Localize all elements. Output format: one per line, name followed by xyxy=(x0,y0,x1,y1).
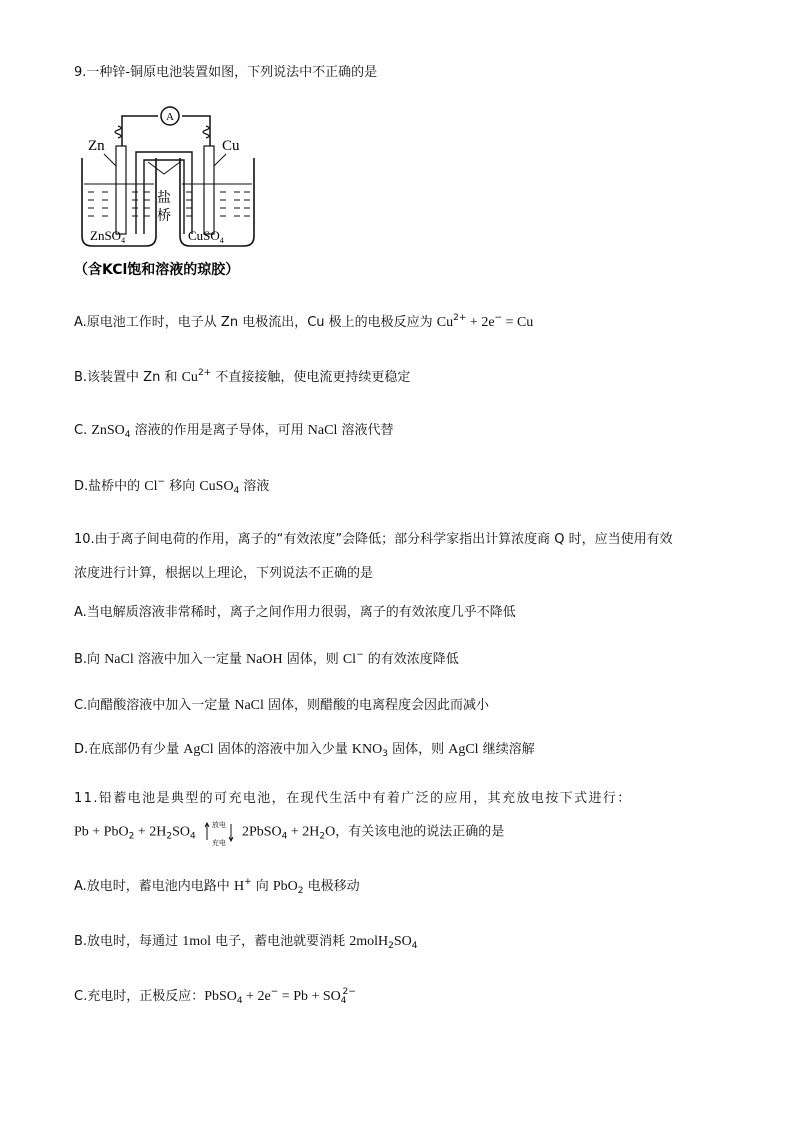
q9-option-b[interactable] xyxy=(74,369,410,387)
q11-b-sub1: 2 xyxy=(388,941,394,951)
q11-eq-sub3: 4 xyxy=(189,831,196,842)
q11-c-sup: − xyxy=(270,987,279,997)
q11-a-sub: 2 xyxy=(297,886,304,896)
znso4-label: ZnSO$_4$ xyxy=(90,228,126,245)
q10-d-sub: 3 xyxy=(382,749,388,759)
q10-option-c[interactable] xyxy=(74,697,489,715)
q9-d-sup: − xyxy=(157,477,166,487)
q9-a-text: A.原电池工作时，电子从 Zn 电极流出，Cu 极上的电极反应为 xyxy=(74,315,437,330)
q9-c-text: C. xyxy=(74,423,92,438)
q11-eq-sub2: 2 xyxy=(166,831,173,842)
q9-a-sup: 2+ xyxy=(453,313,467,323)
q10-d-text: D.在底部仍有少量 xyxy=(74,742,184,757)
q9-c-suffix: 溶液代替 xyxy=(337,423,394,438)
q11-eq-suffix: ，有关该电池的说法正确的是 xyxy=(335,824,505,840)
q9-d-cuso: CuSO xyxy=(199,479,234,494)
ammeter-label: A xyxy=(166,111,174,123)
zn-label: Zn xyxy=(88,138,105,154)
q11-eq-rsub2: 2 xyxy=(319,831,326,842)
q10-b-cl: Cl xyxy=(342,652,357,667)
q11-option-b[interactable] xyxy=(74,933,418,951)
q11-a-mid: 向 xyxy=(251,879,273,894)
q9-option-d[interactable] xyxy=(74,478,269,496)
q9-a-sup2: − xyxy=(494,313,503,323)
q10-b-naoh: NaOH xyxy=(246,652,283,667)
cu-electrode xyxy=(204,146,214,234)
q11-eq-right2: + 2H xyxy=(287,824,320,840)
q11-c-sub: 4 xyxy=(236,996,243,1006)
q11-a-text: A.放电时，蓄电池内电路中 xyxy=(74,879,234,894)
q11-c-mid: + 2e xyxy=(242,989,271,1004)
q9-a-cu: Cu xyxy=(436,315,454,330)
q9-option-a[interactable] xyxy=(74,314,533,332)
q11-eq-left2: + 2H xyxy=(134,824,167,840)
q10-option-b[interactable] xyxy=(74,651,459,669)
q11-option-a[interactable] xyxy=(74,878,360,896)
q11-a-pbo: PbO xyxy=(272,879,298,894)
q9-d-sub: 4 xyxy=(233,486,240,496)
q9-c-nacl: NaCl xyxy=(307,423,338,438)
q11-a-h: H xyxy=(233,879,245,894)
q11-eq-sub1: 2 xyxy=(128,831,135,842)
galvanic-cell-diagram xyxy=(74,106,274,286)
q11-stem-line1: 11.铅蓄电池是典型的可充电池，在现代生活中有着广泛的应用，其充放电按下式进行： xyxy=(74,791,632,806)
q10-d-suffix: 继续溶解 xyxy=(478,742,535,757)
q11-eq-right3: O xyxy=(325,824,336,840)
q11-eq-right: 2PbSO xyxy=(241,824,282,840)
q11-c-sup2: 2− xyxy=(342,987,356,997)
q10-option-d[interactable] xyxy=(74,741,535,759)
q10-c-text: C.向醋酸溶液中加入一定量 xyxy=(74,698,235,713)
q11-equation-line xyxy=(74,820,505,847)
q11-eq-left: Pb + PbO xyxy=(74,824,129,840)
reversible-arrow-icon xyxy=(204,820,234,847)
q10-b-sup: − xyxy=(356,650,364,660)
zn-electrode xyxy=(116,146,126,234)
q11-b-h: 2molH xyxy=(349,934,389,949)
arrow-top-label: 放电 xyxy=(211,821,226,829)
q10-d-mid2: 固体，则 xyxy=(387,742,449,757)
q11-b-sub2: 4 xyxy=(411,941,418,951)
q11-b-text: B.放电时，每通过 xyxy=(74,934,183,949)
q9-b-text: B.该装置中 Zn 和 xyxy=(74,370,182,385)
q9-d-suffix: 溶液 xyxy=(239,479,270,494)
q9-b-sup: 2+ xyxy=(197,368,212,378)
q11-eq-rsub1: 4 xyxy=(281,831,288,842)
q10-b-nacl: NaCl xyxy=(104,652,134,667)
salt-bridge-label-2: 桥 xyxy=(157,208,171,224)
q10-c-nacl: NaCl xyxy=(234,698,264,713)
arrow-bottom-label: 充电 xyxy=(211,839,226,847)
q9-c-mid: 溶液的作用是离子导体，可用 xyxy=(130,423,308,438)
q11-c-text: C.充电时，正极反应： xyxy=(74,989,205,1004)
q9-b-suffix: 不直接接触，使电流更持续更稳定 xyxy=(211,370,411,385)
q10-b-text: B.向 xyxy=(74,652,105,667)
q9-option-c[interactable] xyxy=(74,422,394,440)
q10-d-agcl2: AgCl xyxy=(448,742,479,757)
q10-b-suffix: 的有效浓度降低 xyxy=(363,652,459,667)
q9-a-e: + 2e xyxy=(466,315,495,330)
q9-c-sub: 4 xyxy=(124,430,131,440)
salt-bridge-label-1: 盐 xyxy=(157,190,171,206)
q11-b-so: SO xyxy=(393,934,412,949)
q11-a-sup: + xyxy=(244,877,252,887)
q11-a-suffix: 电极移动 xyxy=(303,879,360,894)
galvanic-cell-svg xyxy=(74,106,274,286)
q11-b-mid: 电子，蓄电池就要消耗 xyxy=(210,934,350,949)
q9-stem: 9.一种锌-铜原电池装置如图，下列说法中不正确的是 xyxy=(74,65,378,80)
cu-label: Cu xyxy=(222,138,240,154)
q10-b-mid: 溶液中加入一定量 xyxy=(133,652,247,667)
q11-c-sub2: 4 xyxy=(340,996,347,1006)
q11-c-pbso: PbSO xyxy=(204,989,237,1004)
q10-c-suffix: 固体，则醋酸的电离程度会因此而减小 xyxy=(263,698,490,713)
q10-b-mid2: 固体，则 xyxy=(282,652,343,667)
q10-stem-line1: 10.由于离子间电荷的作用，离子的“有效浓度”会降低；部分科学家指出计算浓度商 Q 时，应当使用有效 xyxy=(74,532,673,547)
q9-d-cl: Cl xyxy=(144,479,158,494)
q10-option-a[interactable]: A.当电解质溶液非常稀时，离子之间作用力很弱，离子的有效浓度几乎不降低 xyxy=(74,605,516,620)
q9-b-cu: Cu xyxy=(181,370,198,385)
q11-c-mid2: = Pb + SO xyxy=(278,989,341,1004)
q10-d-agcl: AgCl xyxy=(183,742,214,757)
q11-option-c[interactable] xyxy=(74,988,356,1006)
q10-d-kno: KNO xyxy=(351,742,383,757)
q9-d-text: D.盐桥中的 xyxy=(74,479,145,494)
figure-caption: （含KCl饱和溶液的琼胶） xyxy=(74,262,240,278)
q10-d-mid: 固体的溶液中加入少量 xyxy=(213,742,352,757)
q11-eq-left3: SO xyxy=(172,824,190,840)
q9-d-mid: 移向 xyxy=(165,479,200,494)
q11-b-mol: 1mol xyxy=(182,934,211,949)
q10-stem-line2: 浓度进行计算，根据以上理论，下列说法不正确的是 xyxy=(74,566,374,581)
q9-c-znso: ZnSO xyxy=(91,423,125,438)
q9-a-cu2: = Cu xyxy=(502,315,534,330)
cuso4-label: CuSO$_4$ xyxy=(188,228,224,245)
